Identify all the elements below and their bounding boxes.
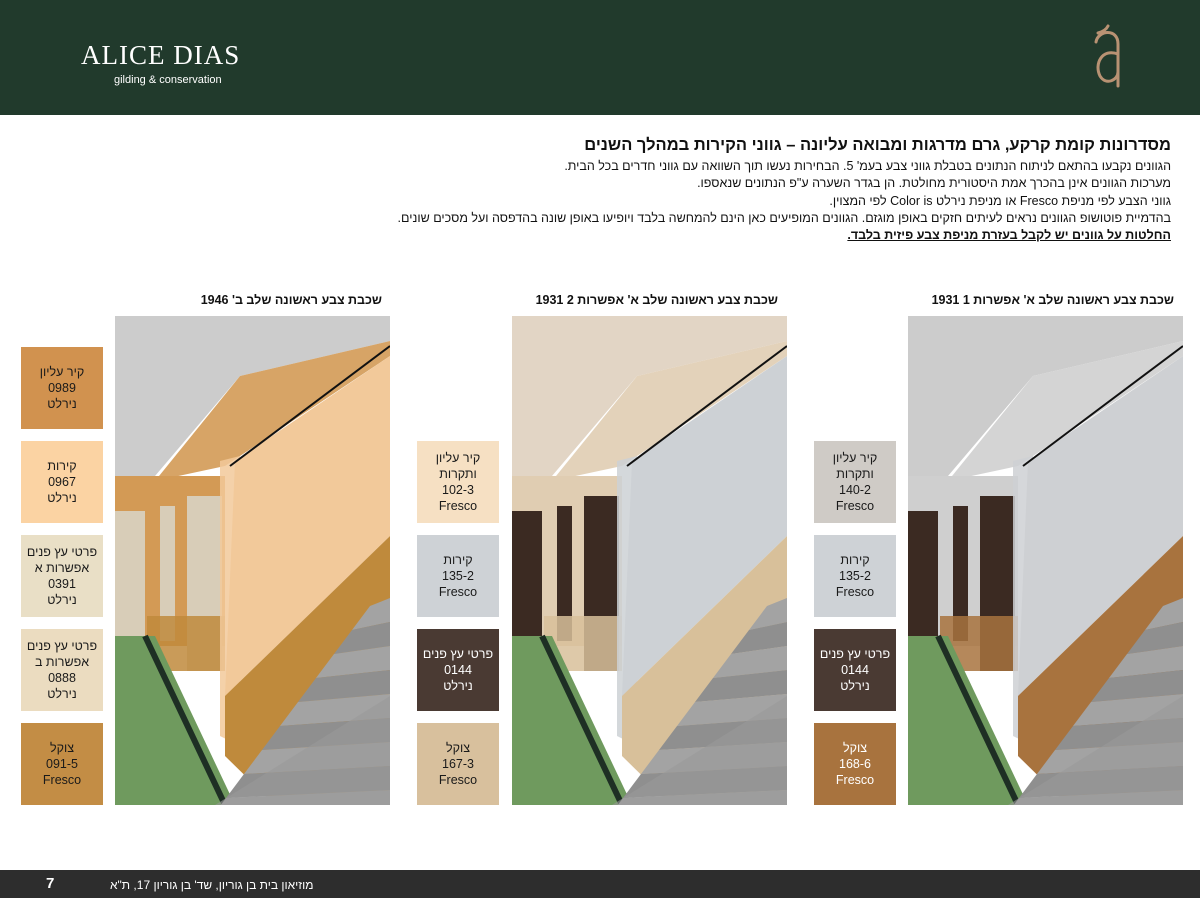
swatch-label: פרטי עץ פנים אפשרות ב 0888 נירלט: [26, 639, 98, 701]
swatch-walls: [21, 441, 103, 523]
swatch-label: צוקל 091-5 Fresco: [42, 741, 82, 787]
swatch-plinth: [417, 723, 499, 805]
swatch-wood-details: [417, 629, 499, 711]
page-number: 7: [46, 875, 55, 892]
swatch-upper-wall-ceiling: [814, 441, 896, 523]
page-title: מסדרונות קומת קרקע, גרם מדרגות ומבואה עליונה – גווני הקירות במהלך השנים: [584, 136, 1171, 154]
swatch-label: צוקל 167-3 Fresco: [438, 741, 478, 787]
swatch-label: צוקל 168-6 Fresco: [835, 741, 875, 787]
swatch-upper-wall-ceiling: [417, 441, 499, 523]
swatch-plinth: [21, 723, 103, 805]
brand-name: ALICE DIAS: [81, 40, 241, 70]
swatch-upper-wall: [21, 347, 103, 429]
swatch-label: קירות 135-2 Fresco: [835, 553, 875, 599]
monogram-logo-icon: [1088, 24, 1128, 90]
intro-line-4: בהדמיית פוטושופ הגוונים נראים לעיתים חזקים באופן מוגזם. הגוונים המופיעים כאן הינם להמחשה בלבד ויופיעו באופן שונה בהדפסה ועל מסכים שונים.: [397, 210, 1171, 225]
stairwell-illustration: [115, 316, 390, 805]
column-title-1946: שכבת צבע ראשונה שלב ב' 1946: [200, 293, 382, 307]
swatch-label: פרטי עץ פנים 0144 נירלט: [819, 647, 891, 693]
swatch-wood-details-option-b: [21, 629, 103, 711]
stairwell-illustration: [512, 316, 787, 805]
stairwell-photo-1946: [115, 316, 390, 805]
intro-line-3: גווני הצבע לפי מניפת Fresco או מניפת נירלט Color is לפי המצוין.: [829, 193, 1171, 208]
stairwell-illustration: [908, 316, 1183, 805]
column-title-option-1: שכבת צבע ראשונה שלב א' אפשרות 1 1931: [931, 293, 1174, 307]
swatch-label: קירות 0967 נירלט: [47, 459, 77, 505]
footer-address: מוזיאון בית בן גוריון, שד' בן גוריון 17, ת"א: [110, 878, 314, 892]
intro-line-1: הגוונים נקבעו בהתאם לניתוח הנתונים בטבלת גווני צבע בעמ' 5. הבחירות נעשו תוך השוואה עם גווני חדרים בכל הבית.: [564, 159, 1171, 173]
intro-line-2: מערכות הגוונים אינן בהכרך אמת היסטורית מחולטת. הן בגדר השערה ע"פ הנתונים שנאספו.: [697, 176, 1171, 191]
swatch-plinth: [814, 723, 896, 805]
swatch-label: פרטי עץ פנים 0144 נירלט: [422, 647, 494, 693]
swatch-label: קיר עליון ותקרות 140-2 Fresco: [832, 451, 878, 513]
swatch-label: פרטי עץ פנים אפשרות א 0391 נירלט: [26, 545, 98, 607]
swatch-walls: [417, 535, 499, 617]
swatch-label: קיר עליון ותקרות 102-3 Fresco: [435, 451, 481, 513]
intro-block: [291, 135, 1171, 244]
column-title-option-2: שכבת צבע ראשונה שלב א' אפשרות 2 1931: [535, 293, 778, 307]
swatch-wood-details: [814, 629, 896, 711]
swatch-label: קירות 135-2 Fresco: [438, 553, 478, 599]
notice-line: החלטות על גוונים יש לקבל בעזרת מניפת צבע פיזית בלבד.: [847, 228, 1171, 243]
swatch-wood-details-option-a: [21, 535, 103, 617]
stairwell-photo-option-1: [908, 316, 1183, 805]
brand-tagline: gilding & conservation: [114, 74, 222, 86]
swatch-label: קיר עליון 0989 נירלט: [39, 365, 85, 411]
stairwell-photo-option-2: [512, 316, 787, 805]
swatch-walls: [814, 535, 896, 617]
